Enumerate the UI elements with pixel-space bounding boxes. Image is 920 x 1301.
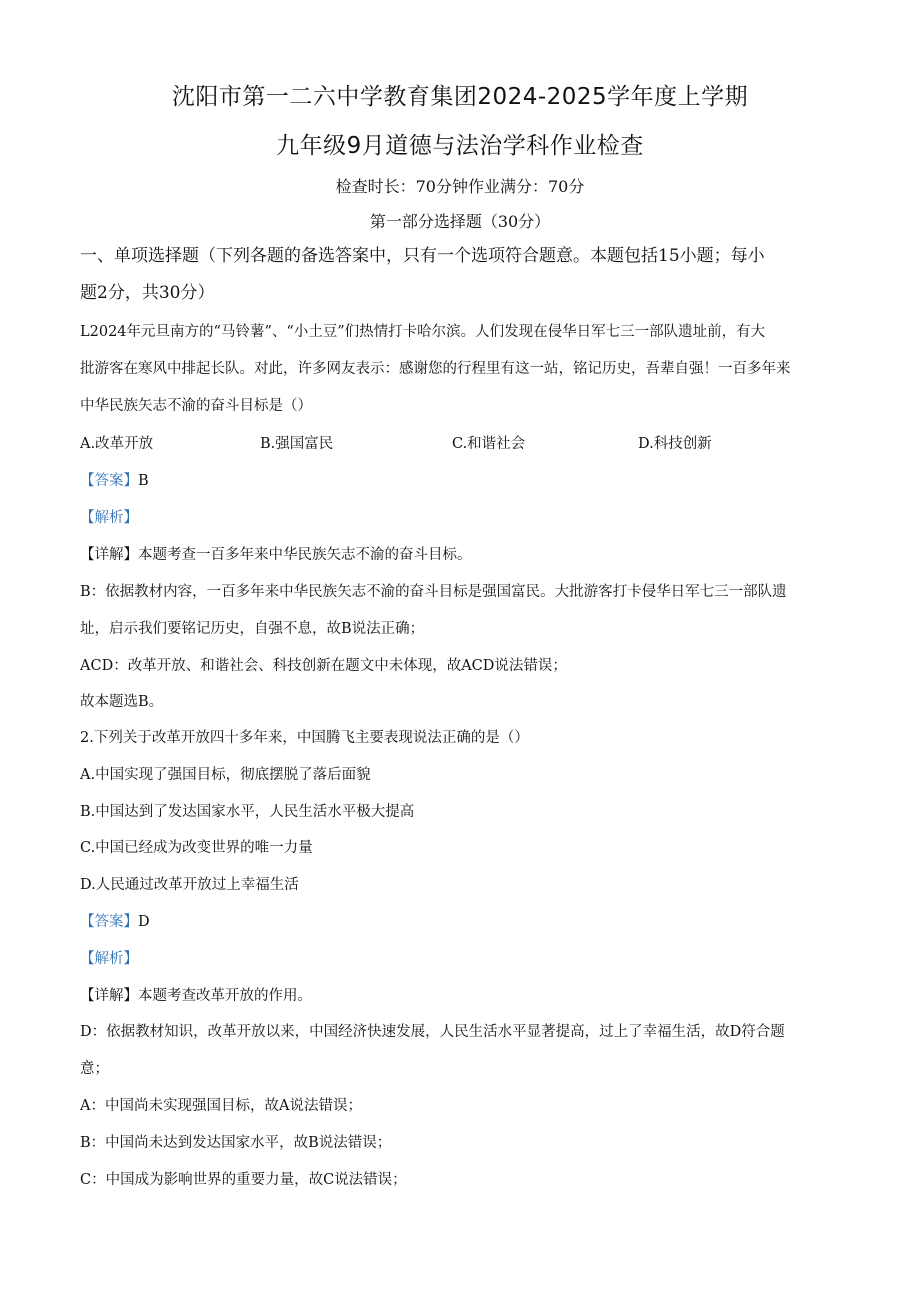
q2-option-b: B.中国达到了发达国家水平，人民生活水平极大提高: [80, 804, 415, 820]
q1-option-b: B.强国富民: [260, 436, 334, 452]
q1-stem-line-3: 中华民族矢志不渝的奋斗目标是（）: [80, 398, 312, 414]
q1-answer: [80, 469, 850, 490]
q1-option-c: C.和谐社会: [452, 436, 526, 452]
q2-option-c: C.中国已经成为改变世界的唯一力量: [80, 840, 313, 856]
title-line-1: 沈阳市第一二六中学教育集团2024-2025学年度上学期: [171, 84, 749, 110]
q1-answer-value: B: [138, 473, 149, 489]
part-heading: 第一部分选择题（30分）: [369, 212, 551, 231]
q2-option-a: A.中国实现了强国目标，彻底摆脱了落后面貌: [80, 767, 371, 783]
q1-detail: [80, 543, 850, 564]
q1-explanation-line-4: 故本题选B。: [80, 694, 164, 710]
q1-detail-tag: 【详解】: [80, 547, 138, 563]
q1-option-d: D.科技创新: [638, 436, 712, 452]
q2-analysis: [80, 947, 850, 968]
q2-analysis-tag: 【解析】: [80, 951, 138, 967]
q1-option-a: A.改革开放: [80, 436, 154, 452]
q2-option-d: D.人民通过改革开放过上幸福生活: [80, 877, 299, 893]
q1-detail-text: 本题考查一百多年来中华民族矢志不渝的奋斗目标。: [138, 547, 472, 563]
q2-explanation-line-2: 意；: [80, 1061, 109, 1077]
title-line-2: 九年级9月道德与法治学科作业检查: [276, 133, 644, 159]
q2-explanation-line-1: D：依据教材知识，改革开放以来，中国经济快速发展，人民生活水平显著提高，过上了幸福生活，故D符合题: [80, 1024, 785, 1040]
q1-stem-line-1: L2024年元旦南方的“马铃薯”、“小土豆”们热情打卡哈尔滨。人们发现在侵华日军七三一部队遗址前，有大: [80, 324, 766, 340]
q2-answer: [80, 910, 850, 931]
q1-analysis-tag: 【解析】: [80, 510, 138, 526]
q2-answer-value: D: [138, 914, 150, 930]
q2-answer-tag: 【答案】: [80, 914, 138, 930]
q2-explanation-line-5: C：中国成为影响世界的重要力量，故C说法错误；: [80, 1172, 407, 1188]
q1-stem-line-2: 批游客在寒风中排起长队。对此，许多网友表示：感谢您的行程里有这一站，铭记历史，吾辈自强！一百多年来: [80, 361, 791, 377]
q1-answer-tag: 【答案】: [80, 473, 138, 489]
q1-explanation-line-1: B：依据教材内容，一百多年来中华民族矢志不渝的奋斗目标是强国富民。大批游客打卡侵华日军七三一部队遗: [80, 584, 787, 600]
section-heading: [80, 238, 840, 312]
q2-stem: 2.下列关于改革开放四十多年来，中国腾飞主要表现说法正确的是（）: [80, 730, 529, 746]
q1-explanation-line-2: 址，启示我们要铭记历史，自强不息，故B说法正确；: [80, 621, 425, 637]
q2-explanation-line-3: A：中国尚未实现强国目标，故A说法错误；: [80, 1098, 362, 1114]
q1-analysis: [80, 506, 850, 527]
section-heading-line-1: 一、单项选择题（下列各题的备选答案中，只有一个选项符合题意。本题包括15小题；每小: [80, 246, 765, 266]
q2-explanation-line-4: B：中国尚未达到发达国家水平，故B说法错误；: [80, 1135, 392, 1151]
q2-detail: [80, 984, 850, 1005]
q2-detail-text: 本题考查改革开放的作用。: [138, 988, 312, 1004]
section-heading-line-2: 题2分，共30分）: [80, 283, 215, 303]
q1-explanation-line-3: ACD：改革开放、和谐社会、科技创新在题文中未体现，故ACD说法错误；: [80, 658, 567, 674]
exam-meta: 检查时长：70分钟作业满分：70分: [335, 177, 585, 196]
q2-detail-tag: 【详解】: [80, 988, 138, 1004]
